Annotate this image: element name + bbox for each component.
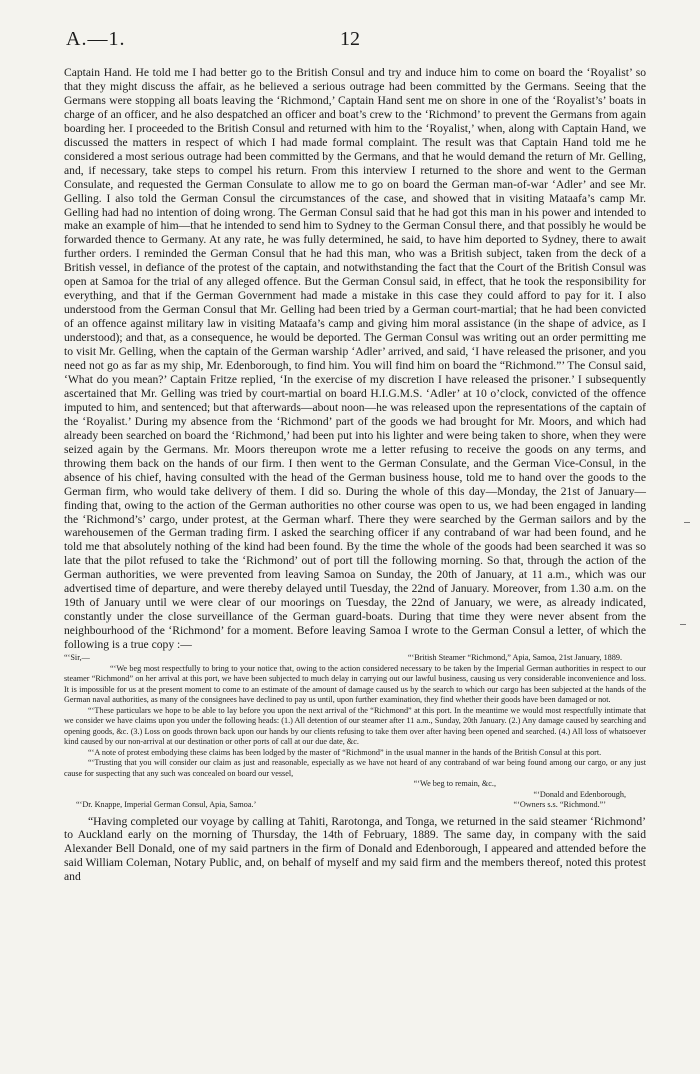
letter-footer-row xyxy=(64,800,646,811)
signatory-title: “‘Owners s.s. “Richmond.”’ xyxy=(513,800,606,810)
letter-heading-row xyxy=(64,653,646,664)
series-code: A.—1. xyxy=(66,28,126,50)
signatory-line: “‘Donald and Edenborough, xyxy=(533,789,626,799)
margin-mark xyxy=(684,522,690,523)
letter-dateline: “‘British Steamer “Richmond,” Apia, Samoa, 21st January, 1889. xyxy=(407,653,622,663)
page-body xyxy=(64,66,646,884)
page-number: 12 xyxy=(340,28,360,50)
continuation-paragraph: “Having completed our voyage by calling at Tahiti, Rarotonga, and Tonga, we returned in the said steamer ‘Richmond’ to Auckland early on the morning of Thursday, the 14th of February, 1889. The same day, in company with the said Alexander Bell Donald, one of my said partners in the firm of Donald and Edenborough, I appeared and attended before the said William Coleman, Notary Public, and, on behalf of myself and my said firm and the members thereof, noted this protest and xyxy=(64,814,646,884)
letter-paragraph: “‘We beg most respectfully to bring to your notice that, owing to the action considered necessary to be taken by the Imperial German authorities in respect to our steamer “Richmond” on her arrival at this port, we have been subjected to much delay in carrying out our lawful business, causing us very considerable inconvenience and loss. It is impossible for us at the present moment to come to an estimate of the amount of damage caused us by the search to which our cargo has been subjected at the hands of the German naval authorities, as many of the consignees have declined to pay us until, upon further examination, they find whether their goods have been damaged or not. xyxy=(64,663,646,705)
letter-paragraph: “‘These particulars we hope to be able to lay before you upon the next arrival of the “Richmond” at this port. In the meantime we would most respectfully intimate that we consider we have claims upon you under the following heads: (1.) All detention of our steamer after 11 a.m., Sunday, 20th January. (2.) Any damage caused by searching and opening goods, &c. (3.) Loss on goods thrown back upon our hands by our clients refusing to take them over after having been opened and searched. (4.) All loss of whatsoever kind caused by our non-arrival at our destination or other ports of call at our due date, &c. xyxy=(64,705,646,747)
letter-paragraph: “‘A note of protest embodying these claims has been lodged by the master of “Richmond” in the usual manner in the hands of the British Consul at this port. xyxy=(88,747,602,757)
letter-addressee: “‘Dr. Knappe, Imperial German Consul, Apia, Samoa.’ xyxy=(76,800,257,810)
letter-closing xyxy=(64,779,646,800)
narrative-paragraph: Captain Hand. He told me I had better go to the British Consul and try and induce him to come on board the ‘Royalist’ so that they might discuss the affair, as he believed a serious outrage had been committed by the Germans. Seeing that the Germans were stopping all boats leaving the ‘Richmond,’ Captain Hand sent me on shore in one of the ‘Royalist’s’ boats in charge of an officer, and he also despatched an officer and boat’s crew to the ‘Richmond’ to prevent the Germans from again boarding her. I proceeded to the British Consul and returned with him to the ‘Royalist,’ when, along with Captain Hand, we discussed the matters in respect of which I had made formal complaint. The result was that Captain Hand told me he considered a most serious outrage had been committed by the Germans, and that he would demand the return of Mr. Gelling, and, if necessary, take steps to compel his return. From this interview I returned to the shore and went to the German Consulate, and requested the German Consulate to allow me to go on board the German man-of-war ‘Adler’ and see Mr. Gelling. I also told the German Consul the circumstances of the case, and showed that in visiting Mataafa’s camp Mr. Gelling had had no intention of doing wrong. The German Consul said that he had got this man in his power and intended to make an example of him—that he intended to send him to Sydney to the German Consul there, and that possibly he would be forwarded thence to Germany. At any rate, he was fully determined, he said, to have him deported to Sydney, there to await further orders. I reminded the German Consul that he had this man, who was a British subject, taken from the deck of a British vessel, in defiance of the protest of the captain, and notwithstanding the fact that the Court of the British Consul was open at Samoa for the trial of any alleged offence. But the German Consul said, in effect, that he took the responsibility for everything, and that if the German Government had made a mistake in this case they could afford to pay for it. I also understood from the German Consul that Mr. Gelling had been tried by a German court-martial; that he had been convicted of an offence against military law in visiting Mataafa’s camp and giving him moral assistance (in the shape of advice, as I understood); and that, as a consequence, he would be deported. The German Consul was writing out an order permitting me to visit Mr. Gelling, when the captain of the German warship ‘Adler’ arrived, and said, ‘I have released the prisoner, and you need not go as far as my ship, Mr. Edenborough, to find him. You will find him on board the “Richmond.”’ The Consul said, ‘What do you mean?’ Captain Fritze replied, ‘In the exercise of my discretion I have released the prisoner.’ I subsequently ascertained that Mr. Gelling was tried by court-martial on board H.I.G.M.S. ‘Adler’ at 10 o’clock, convicted of the offence imputed to him, and sentenced; but that afterwards—about noon—he was released upon the representations of the captain of the ‘Royalist.’ During my absence from the ‘Richmond’ part of the goods we had brought for Mr. Moors, and which had already been searched on board the ‘Richmond,’ had been put into his lighter and were being taken to shore, when they were seized again by the Germans. Mr. Moors thereupon wrote me a letter refusing to receive the goods on any terms, and throwing them back on the hands of our firm. I then went to the German Consulate, and the German Vice-Consul, in the absence of his chief, having consulted with the head of the German business house, told me to hand over the goods to the German firm, who would take delivery of them. I did so. During the whole of this day—Monday, the 21st of January—finding that, owing to the action of the German authorities no other course was open to us, we had been engaged in landing the ‘Richmond’s’ cargo, under protest, at the German wharf. There they were searched by the German sailors and by the warehousemen of the German trading firm. I asked the searching officer if any contraband of war had been found, and he told me that absolutely nothing of the kind had been found. By the time the whole of the goods had been searched it was so late that the pilot refused to take the ‘Richmond’ out of port till the following morning. So that, through the action of the German authorities, we were prevented from leaving Samoa on Sunday, the 20th of January, at 11 a.m., which was our advertised time of departure, and were thereby delayed until Tuesday, the 22nd of January. Moreover, from 1.30 a.m. on the 19th of January until we were clear of our moorings on Tuesday, the 22nd of January, we were, as already indicated, constantly under the close surveillance of the German guard-boats. During that time they were never absent from the neighbourhood of the ‘Richmond’ for a moment. Before leaving Samoa I wrote to the German Consul a letter, of which the following is a true copy :— xyxy=(64,66,646,652)
letter-paragraph: “‘Trusting that you will consider our claim as just and reasonable, especially as we have not heard of any contraband of war being found among our cargo, or any just cause for suspecting that any such was concealed on board our vessel, xyxy=(64,758,646,778)
letter-salutation: “‘Sir,— xyxy=(64,653,90,663)
margin-mark xyxy=(680,624,686,625)
closing-line: “‘We beg to remain, &c., xyxy=(413,779,496,789)
